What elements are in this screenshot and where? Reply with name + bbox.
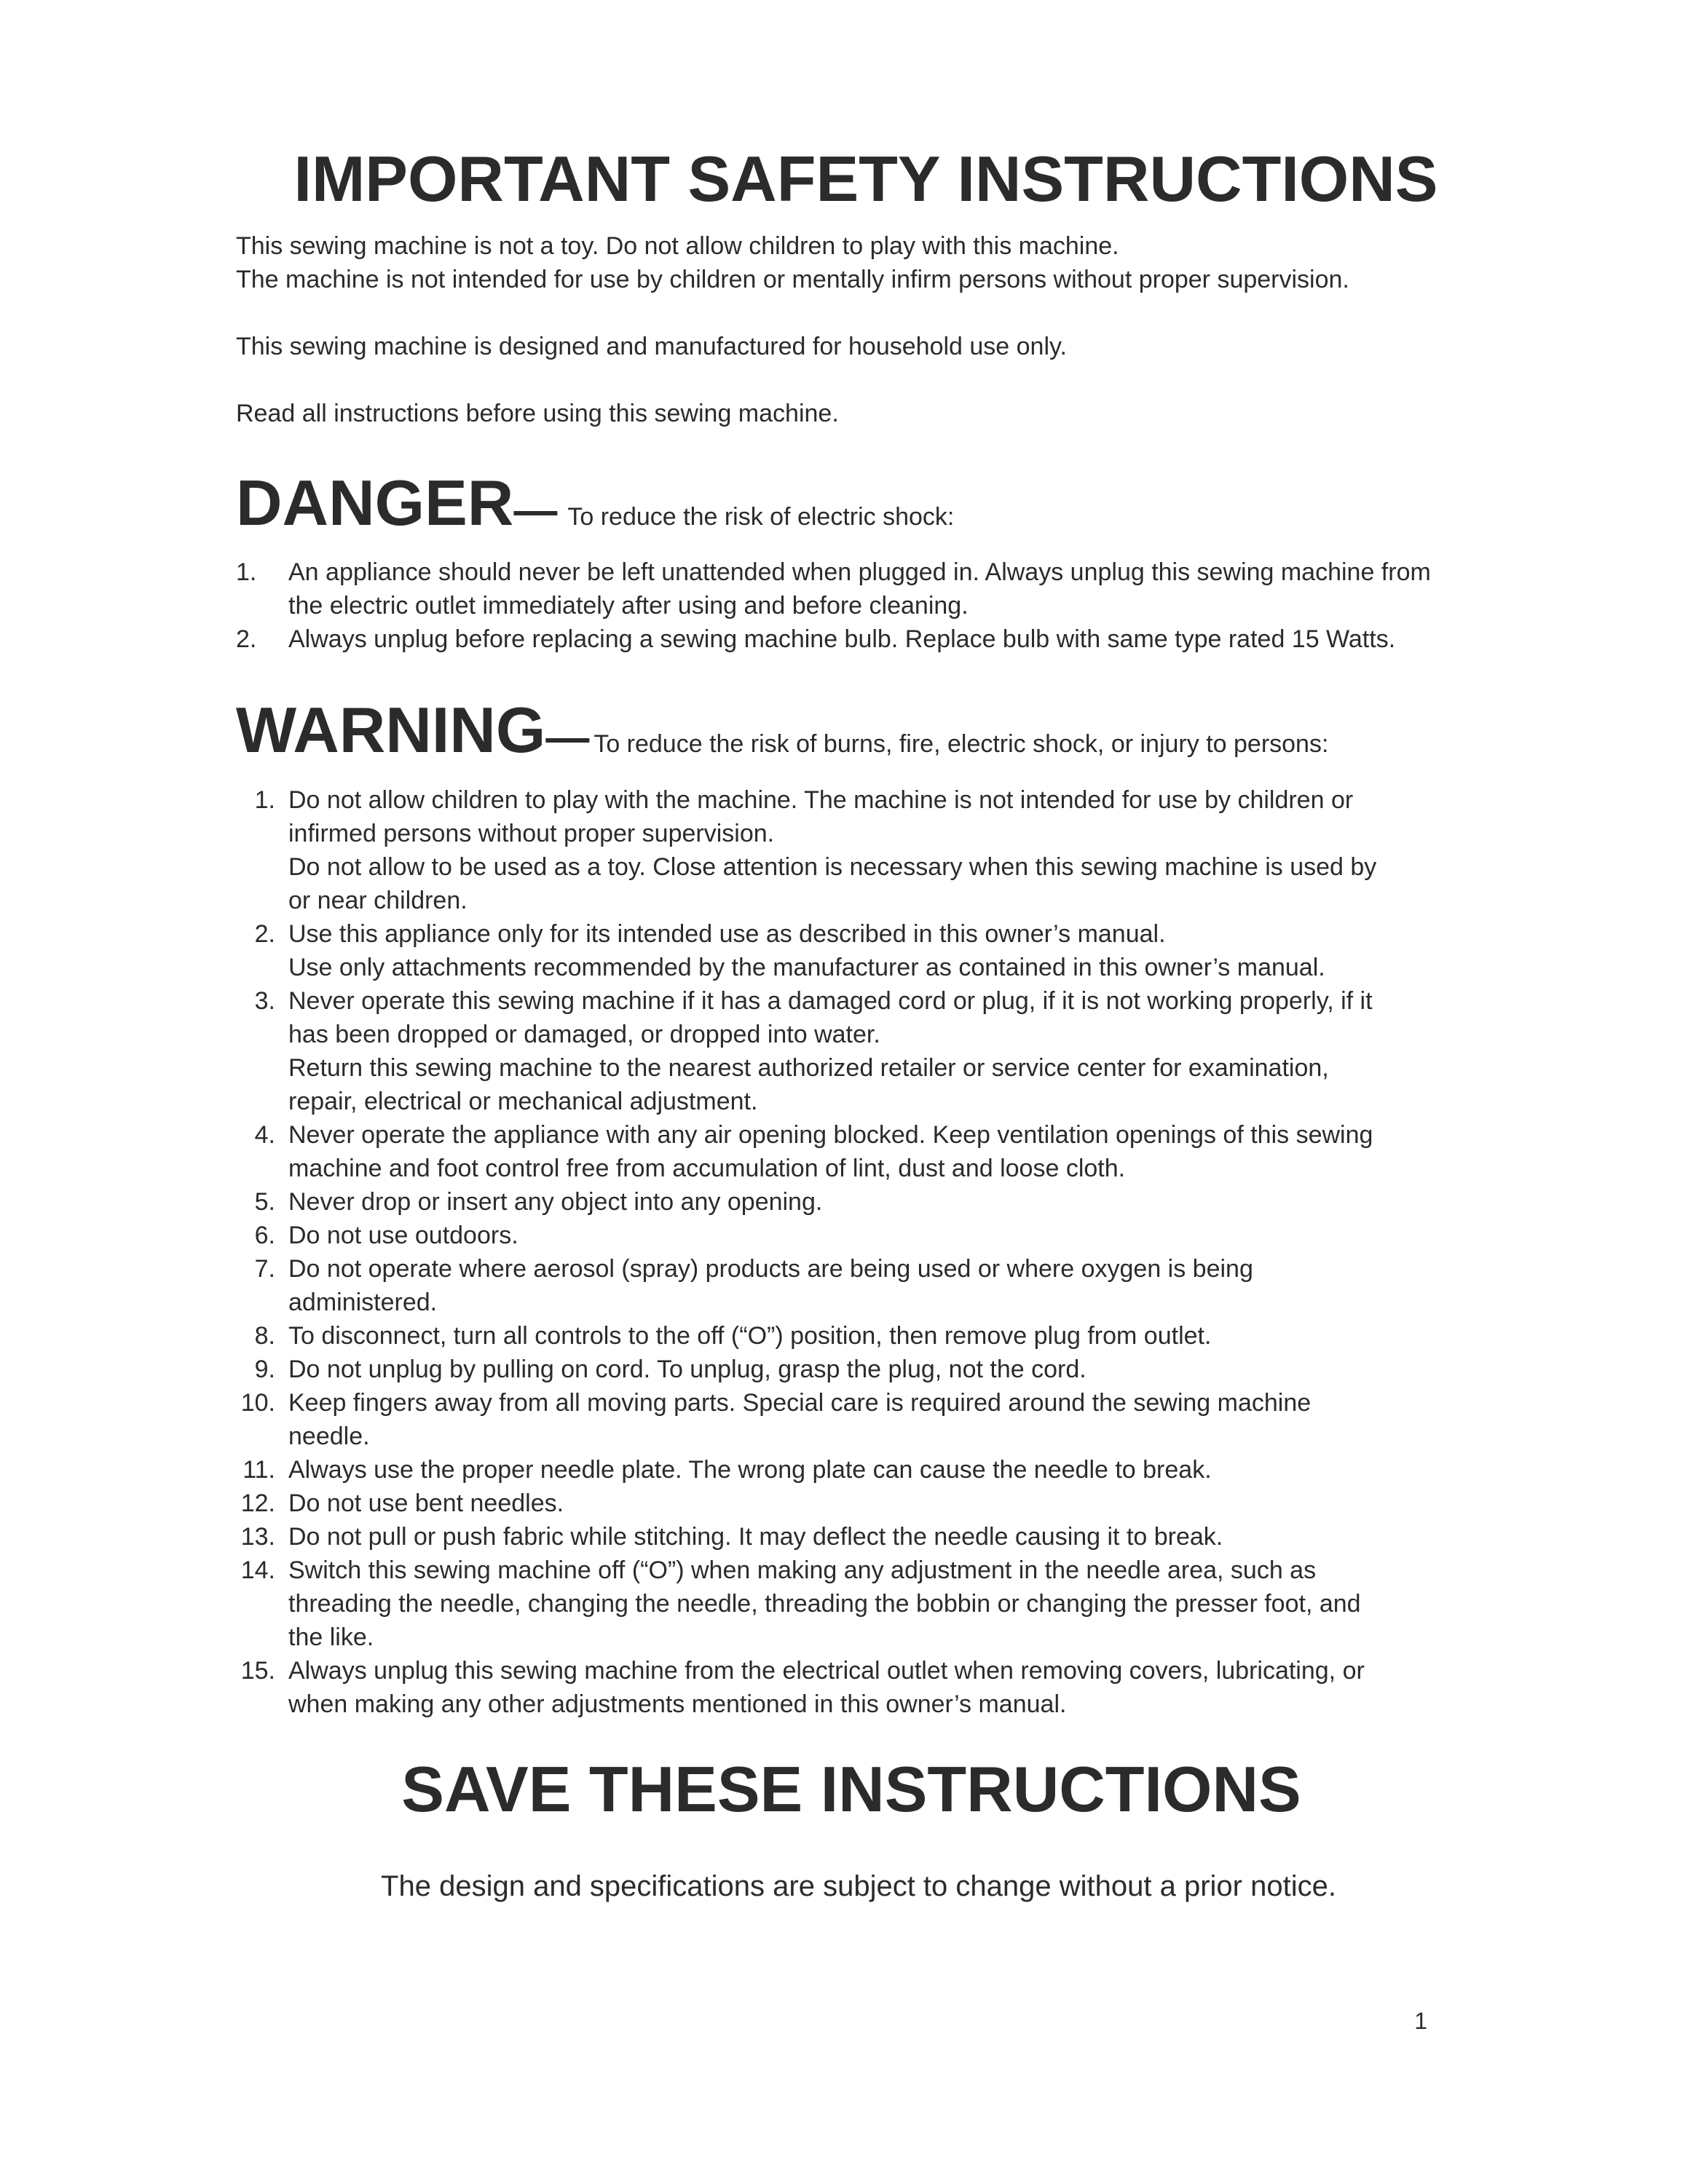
list-item-line: Do not use bent needles. (288, 1489, 564, 1517)
danger-dash: — (513, 486, 558, 534)
list-item-number: 11. (242, 1456, 275, 1484)
list-item-number: 7. (254, 1255, 275, 1283)
page-title: IMPORTANT SAFETY INSTRUCTIONS (293, 143, 1438, 215)
list-item-line: Return this sewing machine to the nearest authorized retailer or service center for examination, (288, 1054, 1329, 1082)
list-item-line: needle. (288, 1423, 370, 1450)
list-item-line: Use this appliance only for its intended use as described in this owner’s manual. (288, 920, 1166, 948)
list-item (236, 1185, 1518, 1219)
list-item-line: An appliance should never be left unattended when plugged in. Always unplug this sewing machine from (288, 558, 1431, 586)
intro-line: This sewing machine is not a toy. Do not allow children to play with this machine. (236, 232, 1119, 260)
list-item-line: threading the needle, changing the needle, threading the bobbin or changing the presser foot, and (288, 1590, 1361, 1618)
danger-heading (236, 466, 954, 540)
list-item-line: Do not pull or push fabric while stitching. It may deflect the needle causing it to break. (288, 1523, 1223, 1551)
list-item (236, 1386, 1518, 1453)
intro-block (236, 229, 1518, 430)
list-item (236, 783, 1518, 917)
list-item (236, 917, 1518, 984)
paragraph-gap (236, 363, 1518, 397)
list-item-number: 2. (236, 625, 257, 653)
list-item-line: has been dropped or damaged, or dropped into water. (288, 1021, 880, 1048)
list-item-number: 3. (254, 987, 275, 1015)
list-item (236, 1353, 1518, 1386)
list-item-line: repair, electrical or mechanical adjustment. (288, 1088, 758, 1115)
list-item-line: Do not allow children to play with the machine. The machine is not intended for use by children or (288, 786, 1354, 814)
list-item (236, 1487, 1518, 1520)
danger-subtitle: To reduce the risk of electric shock: (567, 503, 955, 531)
list-item-number: 14. (240, 1556, 275, 1584)
list-item-line: administered. (288, 1289, 438, 1316)
paragraph-gap (236, 296, 1518, 330)
list-item-number: 12. (240, 1489, 275, 1517)
list-item-line: Always unplug this sewing machine from the electrical outlet when removing covers, lubricating, or (288, 1657, 1365, 1685)
warning-subtitle: To reduce the risk of burns, fire, electric shock, or injury to persons: (593, 730, 1329, 758)
list-item-line: Always use the proper needle plate. The wrong plate can cause the needle to break. (288, 1456, 1212, 1484)
list-item (236, 622, 1518, 656)
list-item-line: Do not allow to be used as a toy. Close attention is necessary when this sewing machine is used by (288, 853, 1377, 881)
page-number: 1 (1414, 2008, 1427, 2034)
warning-heading (236, 693, 1328, 767)
intro-line: Read all instructions before using this sewing machine. (236, 400, 839, 427)
list-item-line: Never drop or insert any object into any opening. (288, 1188, 823, 1216)
intro-line: This sewing machine is designed and manufactured for household use only. (236, 333, 1067, 360)
list-item-line: Do not unplug by pulling on cord. To unplug, grasp the plug, not the cord. (288, 1356, 1086, 1383)
list-item-number: 10. (240, 1389, 275, 1417)
list-item (236, 1654, 1518, 1721)
list-item-line: Do not use outdoors. (288, 1222, 518, 1249)
warning-title: WARNING (236, 694, 546, 766)
list-item-number: 2. (254, 920, 275, 948)
list-item-line: Never operate the appliance with any air opening blocked. Keep ventilation openings of this sewing (288, 1121, 1373, 1149)
list-item-number: 5. (254, 1188, 275, 1216)
list-item-line: infirmed persons without proper supervision. (288, 820, 775, 847)
list-item-line: Use only attachments recommended by the manufacturer as contained in this owner’s manual. (288, 954, 1325, 981)
list-item-line: the like. (288, 1623, 374, 1651)
list-item-line: Keep fingers away from all moving parts. Special care is required around the sewing machine (288, 1389, 1312, 1417)
list-item (236, 1520, 1518, 1554)
list-item-line: Never operate this sewing machine if it has a damaged cord or plug, if it is not working properly, if it (288, 987, 1373, 1015)
list-item-number: 9. (254, 1356, 275, 1383)
list-item (236, 1554, 1518, 1654)
list-item-number: 13. (240, 1523, 275, 1551)
list-item-line: To disconnect, turn all controls to the off (“O”) position, then remove plug from outlet. (288, 1322, 1212, 1350)
list-item-number: 6. (254, 1222, 275, 1249)
warning-list (236, 783, 1518, 1721)
warning-dash: — (545, 713, 590, 761)
list-item-line: the electric outlet immediately after using and before cleaning. (288, 592, 969, 620)
list-item (236, 984, 1518, 1118)
list-item-line: machine and foot control free from accumulation of lint, dust and loose cloth. (288, 1155, 1126, 1182)
intro-line: The machine is not intended for use by children or mentally infirm persons without proper supervision. (236, 266, 1349, 293)
danger-title: DANGER (236, 467, 514, 539)
list-item-number: 1. (254, 786, 275, 814)
list-item-line: Do not operate where aerosol (spray) products are being used or where oxygen is being (288, 1255, 1253, 1283)
list-item-number: 4. (254, 1121, 275, 1149)
list-item (236, 1219, 1518, 1252)
list-item-number: 15. (240, 1657, 275, 1685)
list-item-line: Switch this sewing machine off (“O”) when making any adjustment in the needle area, such as (288, 1556, 1317, 1584)
list-item (236, 1319, 1518, 1353)
list-item (236, 555, 1518, 622)
list-item (236, 1252, 1518, 1319)
list-item (236, 1118, 1518, 1185)
footnote: The design and specifications are subject to change without a prior notice. (381, 1870, 1336, 1902)
danger-list (236, 555, 1518, 656)
list-item-line: when making any other adjustments mentioned in this owner’s manual. (288, 1690, 1067, 1718)
list-item-number: 8. (254, 1322, 275, 1350)
list-item-line: or near children. (288, 887, 468, 914)
save-instructions-title: SAVE THESE INSTRUCTIONS (401, 1753, 1301, 1825)
list-item-line: Always unplug before replacing a sewing machine bulb. Replace bulb with same type rated 15 Watts. (288, 625, 1396, 653)
list-item-number: 1. (236, 558, 257, 586)
list-item (236, 1453, 1518, 1487)
